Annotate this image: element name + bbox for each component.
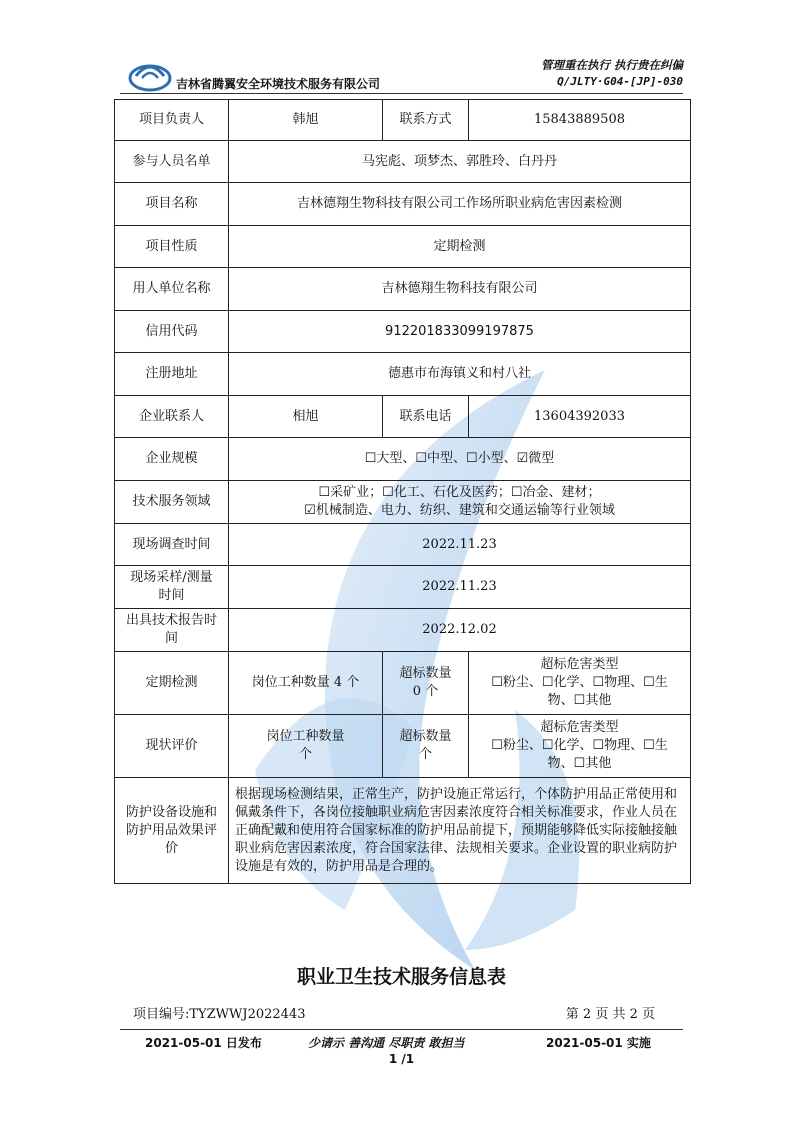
address-label: 注册地址 <box>115 353 229 396</box>
status-exceed-line-1: 超标数量 <box>399 729 452 744</box>
sampling-label-line-1: 现场采样/测量 <box>130 570 213 585</box>
periodic-exceed-line-1: 超标数量 <box>399 666 452 681</box>
table-row <box>115 226 691 268</box>
status-hazard-line-1: ☐粉尘、☐化学、☐物理、☐生 <box>491 738 668 753</box>
status-hazard <box>469 715 691 778</box>
report-label <box>115 609 229 652</box>
table-row <box>115 100 691 141</box>
protect-label-line-1: 防护设备设施和 <box>125 804 217 820</box>
leader-label: 项目负责人 <box>115 100 229 141</box>
table-row <box>115 652 691 715</box>
project-name-label: 项目名称 <box>115 183 229 226</box>
status-posts <box>229 715 383 778</box>
protect-label-line-2: 防护用品效果评 <box>125 822 217 838</box>
info-table <box>114 99 691 884</box>
survey-time-value: 2022.11.23 <box>229 524 691 566</box>
project-name-value: 吉林德翔生物科技有限公司工作场所职业病危害因素检测 <box>229 183 691 226</box>
table-row <box>115 353 691 396</box>
sampling-label-line-2: 时间 <box>158 588 185 603</box>
sampling-time-value: 2022.11.23 <box>229 566 691 609</box>
status-hazard-title: 超标危害类型 <box>540 720 619 735</box>
table-row <box>115 566 691 609</box>
periodic-exceed <box>383 652 469 715</box>
company-logo-icon <box>128 56 172 92</box>
periodic-posts: 岗位工种数量 4 个 <box>229 652 383 715</box>
scale-value: ☐大型、☐中型、☐小型、☑微型 <box>229 438 691 481</box>
header-divider <box>120 93 683 94</box>
footer-divider <box>120 1029 683 1030</box>
field-label: 技术服务领域 <box>115 481 229 524</box>
field-value <box>229 481 691 524</box>
table-row <box>115 396 691 438</box>
table-row <box>115 183 691 226</box>
table-row <box>115 141 691 183</box>
footer-motto: 少请示 善沟通 尽职责 敢担当 <box>308 1036 465 1050</box>
contact-value: 15843889508 <box>469 100 691 141</box>
table-row <box>115 438 691 481</box>
credit-value: 912201833099197875 <box>229 311 691 353</box>
release-date: 2021-05-01 日发布 <box>145 1036 262 1050</box>
employer-label: 用人单位名称 <box>115 268 229 311</box>
status-exceed-line-2: 个 <box>418 747 432 762</box>
table-row <box>115 311 691 353</box>
page-count: 1 /1 <box>388 1052 415 1066</box>
table-row <box>115 715 691 778</box>
status-posts-line-2: 个 <box>298 747 312 762</box>
table-row <box>115 268 691 311</box>
periodic-exceed-line-2: 0 个 <box>412 684 439 699</box>
employer-value: 吉林德翔生物科技有限公司 <box>229 268 691 311</box>
field-line-2: ☑机械制造、电力、纺织、建筑和交通运输等行业领域 <box>304 503 615 518</box>
project-nature-label: 项目性质 <box>115 226 229 268</box>
periodic-hazard-title: 超标危害类型 <box>540 657 619 672</box>
phone-label: 联系电话 <box>383 396 469 438</box>
report-time-value: 2022.12.02 <box>229 609 691 652</box>
periodic-label: 定期检测 <box>115 652 229 715</box>
status-label: 现状评价 <box>115 715 229 778</box>
table-row <box>115 609 691 652</box>
periodic-hazard-line-1: ☐粉尘、☐化学、☐物理、☐生 <box>491 675 668 690</box>
project-number: 项目编号:TYZWWJ2022443 <box>133 1007 306 1022</box>
protect-label <box>115 778 229 884</box>
survey-time-label: 现场调查时间 <box>115 524 229 566</box>
header-company-name: 吉林省腾翼安全环境技术服务有限公司 <box>176 77 381 91</box>
status-posts-line-1: 岗位工种数量 <box>266 729 345 744</box>
credit-label: 信用代码 <box>115 311 229 353</box>
status-exceed <box>383 715 469 778</box>
ent-contact-label: 企业联系人 <box>115 396 229 438</box>
report-label-line-2: 间 <box>164 631 178 646</box>
protect-label-line-3: 价 <box>164 840 178 856</box>
periodic-hazard <box>469 652 691 715</box>
contact-label: 联系方式 <box>383 100 469 141</box>
form-title: 职业卫生技术服务信息表 <box>296 966 506 988</box>
page-info: 第 2 页 共 2 页 <box>565 1007 655 1022</box>
project-nature-value: 定期检测 <box>229 226 691 268</box>
status-hazard-line-2: 物、☐其他 <box>547 756 612 771</box>
periodic-hazard-line-2: 物、☐其他 <box>547 693 612 708</box>
field-line-1: ☐采矿业；☐化工、石化及医药；☐冶金、建材； <box>318 485 601 500</box>
leader-value: 韩旭 <box>229 100 383 141</box>
header-doc-code: Q/JLTY·G04-[JP]-030 <box>557 75 683 88</box>
header-slogan: 管理重在执行 执行贵在纠偏 <box>540 58 683 72</box>
sampling-label <box>115 566 229 609</box>
table-row <box>115 481 691 524</box>
table-row <box>115 524 691 566</box>
members-label: 参与人员名单 <box>115 141 229 183</box>
phone-value: 13604392033 <box>469 396 691 438</box>
members-value: 马宪彪、项梦杰、郭胜玲、白丹丹 <box>229 141 691 183</box>
report-label-line-1: 出具技术报告时 <box>125 613 217 628</box>
ent-contact-value: 相旭 <box>229 396 383 438</box>
address-value: 德惠市布海镇义和村八社 <box>229 353 691 396</box>
table-row <box>115 778 691 884</box>
effective-date: 2021-05-01 实施 <box>546 1036 651 1050</box>
scale-label: 企业规模 <box>115 438 229 481</box>
protect-text: 根据现场检测结果，正常生产，防护设施正常运行，个体防护用品正常使用和佩戴条件下，各岗位接触职业病危害因素浓度符合相关标准要求，作业人员在正确配戴和使用符合国家标准的防护用品前提下，预期能够降低实际接触接触职业病危害因素浓度，符合国家法律、法规相关要求。企业设置的职业病防护设施是有效的，防护用品是合理的。 <box>229 778 691 884</box>
